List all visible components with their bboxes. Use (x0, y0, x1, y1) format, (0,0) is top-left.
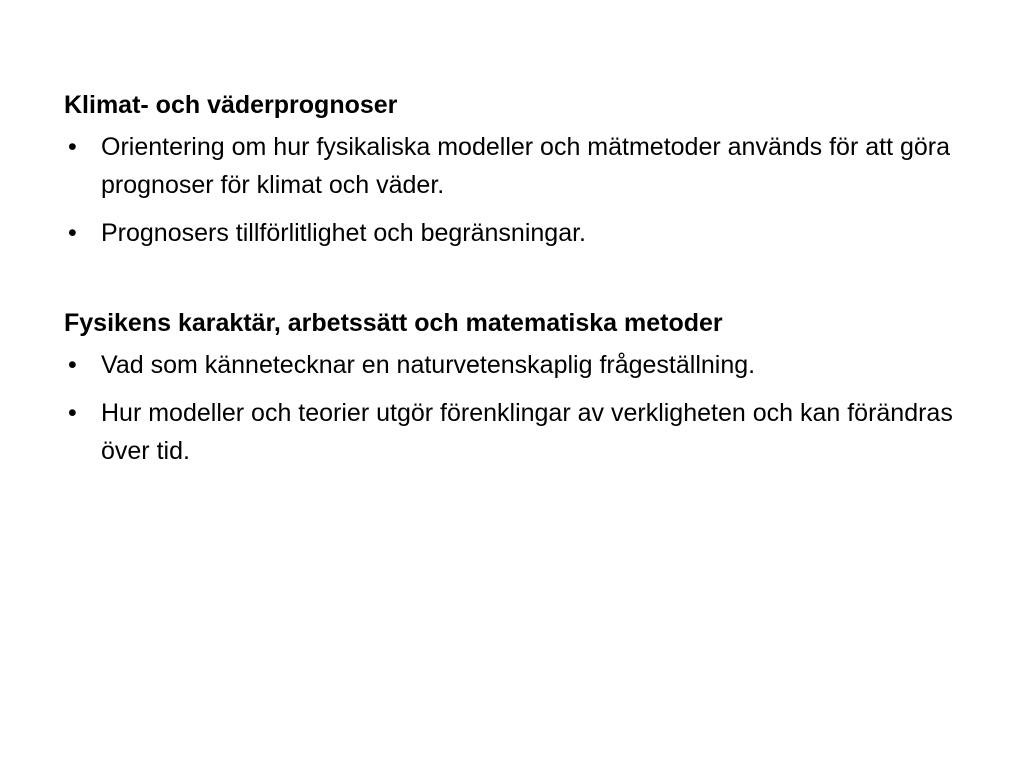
bullet-item (64, 346, 964, 384)
bullet-icon: • (68, 133, 77, 161)
bullet-list (64, 346, 964, 470)
section-physics-nature (64, 304, 964, 470)
bullet-icon: • (68, 219, 77, 247)
bullet-text: Vad som kännetecknar en naturvetenskaplig frågeställning. (101, 351, 756, 379)
bullet-text: Orientering om hur fysikaliska modeller och mätmetoder används för att göra prognoser för klimat och väder. (101, 133, 950, 199)
bullet-list (64, 128, 964, 252)
bullet-item (64, 214, 964, 252)
bullet-item (64, 128, 964, 204)
section-spacer (64, 262, 964, 304)
bullet-item (64, 394, 964, 470)
bullet-text: Hur modeller och teorier utgör förenklingar av verkligheten och kan förändras över tid. (101, 399, 953, 465)
bullet-icon: • (68, 351, 77, 379)
section-heading: Fysikens karaktär, arbetssätt och matematiska metoder (64, 309, 723, 337)
section-heading: Klimat- och väderprognoser (64, 91, 398, 119)
bullet-icon: • (68, 399, 77, 427)
slide-content (64, 86, 964, 480)
section-climate-weather (64, 86, 964, 252)
bullet-text: Prognosers tillförlitlighet och begränsningar. (101, 219, 586, 247)
